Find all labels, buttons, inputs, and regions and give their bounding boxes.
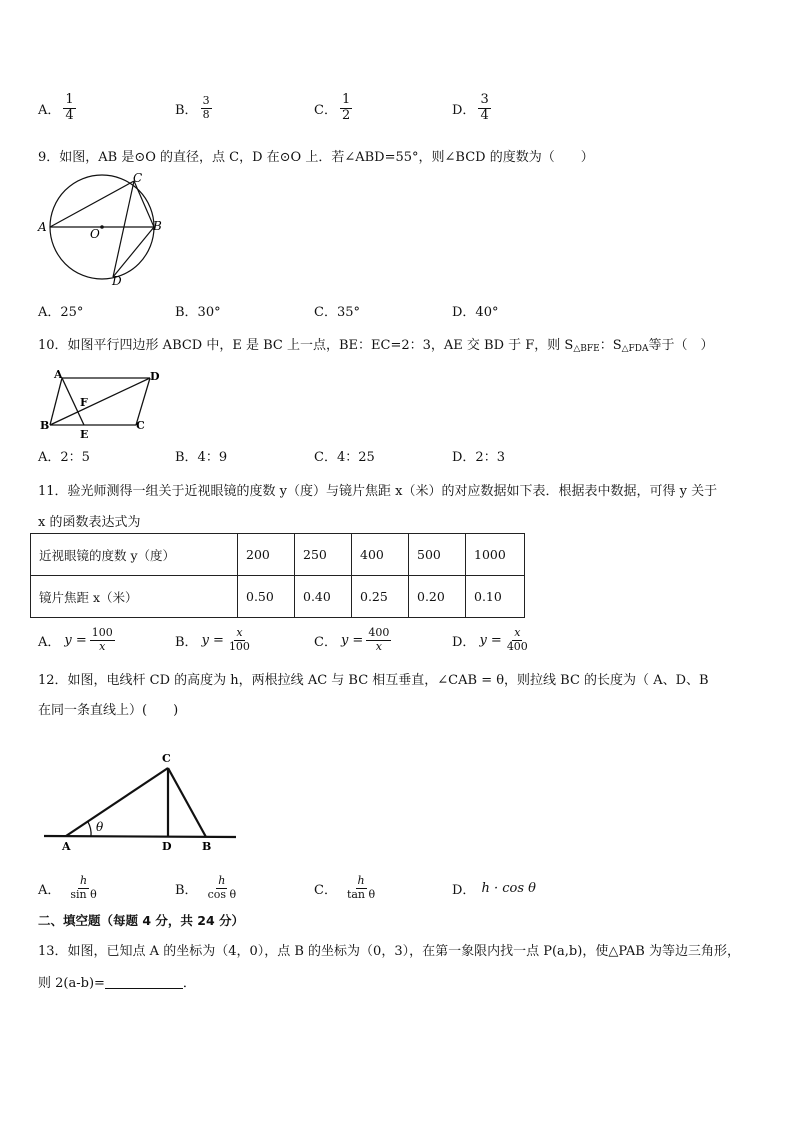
q12-option-c[interactable]: C． $\frac{h}{\text{tan θ}}$ bbox=[314, 873, 376, 901]
q11-stem-line1: 11．验光师测得一组关于近视眼镜的度数 y（度）与镜片焦距 x（米）的对应数据如下表．根据表中数据，可得 y 关于 bbox=[38, 484, 718, 499]
q9-option-d[interactable]: D．40° bbox=[452, 304, 499, 320]
answer-blank[interactable] bbox=[105, 976, 183, 989]
fraction: $\frac{1}{4}$ bbox=[65, 91, 74, 123]
q11-options bbox=[38, 618, 758, 662]
label-f: F bbox=[80, 396, 88, 409]
q12-stem-line2: 在同一条直线上）( ) bbox=[38, 703, 179, 718]
q10-options bbox=[38, 433, 758, 477]
fraction: $\frac{x}{100}$ bbox=[228, 625, 250, 653]
q11-option-a[interactable]: A． y = $\frac{100}{x}$ bbox=[38, 625, 113, 653]
q8-option-d[interactable]: D． $\frac{3}{4}$ bbox=[452, 91, 489, 123]
fraction: $\frac{h}{\text{cos θ}}$ bbox=[207, 873, 237, 901]
table-row bbox=[31, 534, 525, 576]
q9-option-a[interactable]: A．25° bbox=[38, 304, 84, 320]
table-cell: 250 bbox=[295, 534, 352, 576]
label-d: D bbox=[112, 274, 122, 288]
table-cell: 0.25 bbox=[352, 576, 409, 618]
label-a: A bbox=[62, 840, 71, 853]
fraction: $\frac{3}{4}$ bbox=[480, 91, 489, 123]
q9-circle-figure bbox=[36, 168, 166, 290]
label-c: C bbox=[136, 419, 145, 432]
fraction: $\frac{h}{\text{sin θ}}$ bbox=[70, 873, 97, 901]
fraction: $\frac{3}{8}$ bbox=[202, 93, 210, 121]
q11-data-table bbox=[30, 533, 525, 618]
label-e: E bbox=[80, 428, 89, 440]
label-c: C bbox=[133, 171, 143, 185]
table-cell: 400 bbox=[352, 534, 409, 576]
table-cell: 0.50 bbox=[238, 576, 295, 618]
table-row bbox=[31, 576, 525, 618]
q9-stem: 9．如图，AB 是⊙O 的直径，点 C，D 在⊙O 上．若∠ABD=55°，则∠BCD 的度数为（ ） bbox=[38, 150, 594, 165]
table-cell: 0.40 bbox=[295, 576, 352, 618]
q12-pole-figure bbox=[36, 748, 246, 856]
fraction: $\frac{400}{x}$ bbox=[368, 625, 390, 653]
q12-option-a[interactable]: A． $\frac{h}{\text{sin θ}}$ bbox=[38, 873, 97, 901]
q8-option-b[interactable]: B． $\frac{3}{8}$ bbox=[175, 93, 210, 121]
label-a: A bbox=[38, 220, 47, 234]
label-o: O bbox=[90, 227, 100, 241]
q10-stem: 10．如图平行四边形 ABCD 中，E 是 BC 上一点，BE：EC=2：3，AE 交 BD 于 F，则 $S_{\triangle BFE}$：$S_{\triangle FDA}$等于（ ） bbox=[38, 338, 714, 354]
q11-option-d[interactable]: D． y = $\frac{x}{400}$ bbox=[452, 625, 528, 653]
q8-option-c[interactable]: C． $\frac{1}{2}$ bbox=[314, 91, 351, 123]
label-theta: θ bbox=[96, 820, 104, 834]
table-cell: 1000 bbox=[466, 534, 525, 576]
table-header-focal: 镜片焦距 x（米） bbox=[31, 576, 238, 618]
q10-parallelogram-figure bbox=[38, 366, 168, 440]
table-cell: 0.20 bbox=[409, 576, 466, 618]
q11-option-c[interactable]: C． y = $\frac{400}{x}$ bbox=[314, 625, 390, 653]
label-b: B bbox=[153, 219, 162, 233]
table-cell: 200 bbox=[238, 534, 295, 576]
q12-option-b[interactable]: B． $\frac{h}{\text{cos θ}}$ bbox=[175, 873, 237, 901]
q9-option-c[interactable]: C．35° bbox=[314, 304, 360, 320]
fraction: $\frac{1}{2}$ bbox=[341, 91, 351, 123]
label-a: A bbox=[54, 368, 63, 381]
label-b: B bbox=[40, 419, 50, 432]
q10-option-b[interactable]: B．4：9 bbox=[175, 449, 228, 465]
q11-stem-line2: x 的函数表达式为 bbox=[38, 515, 141, 530]
q12-option-d[interactable]: D． h · cos θ bbox=[452, 880, 536, 898]
fraction: $\frac{h}{\text{tan θ}}$ bbox=[346, 873, 376, 901]
q9-options bbox=[38, 288, 758, 332]
q13-stem-line1: 13．如图，已知点 A 的坐标为（4，0），点 B 的坐标为（0，3），在第一象限内找一点 P(a,b)，使△PAB 为等边三角形， bbox=[38, 944, 740, 959]
q9-option-b[interactable]: B．30° bbox=[175, 304, 221, 320]
label-c: C bbox=[162, 752, 171, 765]
q11-option-b[interactable]: B． y = $\frac{x}{100}$ bbox=[175, 625, 250, 653]
table-cell: 500 bbox=[409, 534, 466, 576]
q10-option-d[interactable]: D．2：3 bbox=[452, 449, 505, 465]
table-header-degree: 近视眼镜的度数 y（度） bbox=[31, 534, 238, 576]
label-d: D bbox=[162, 840, 172, 853]
label-d: D bbox=[150, 370, 160, 383]
q8-option-a[interactable]: A． $\frac{1}{4}$ bbox=[38, 91, 74, 123]
q8-options bbox=[38, 86, 758, 130]
fraction: $\frac{100}{x}$ bbox=[91, 625, 113, 653]
q13-stem-line2: 则 2(a-b)= ． bbox=[38, 976, 196, 991]
table-cell: 0.10 bbox=[466, 576, 525, 618]
section-title: 二、填空题（每题 4 分，共 24 分） bbox=[38, 913, 245, 928]
q12-options bbox=[38, 866, 758, 910]
q10-option-c[interactable]: C．4：25 bbox=[314, 449, 375, 465]
q12-stem-line1: 12．如图，电线杆 CD 的高度为 h，两根拉线 AC 与 BC 相互垂直，∠CAB = θ，则拉线 BC 的长度为（ A、D、B bbox=[38, 673, 709, 688]
fraction: $\frac{x}{400}$ bbox=[506, 625, 528, 653]
q10-option-a[interactable]: A．2：5 bbox=[38, 449, 90, 465]
label-b: B bbox=[202, 840, 212, 853]
